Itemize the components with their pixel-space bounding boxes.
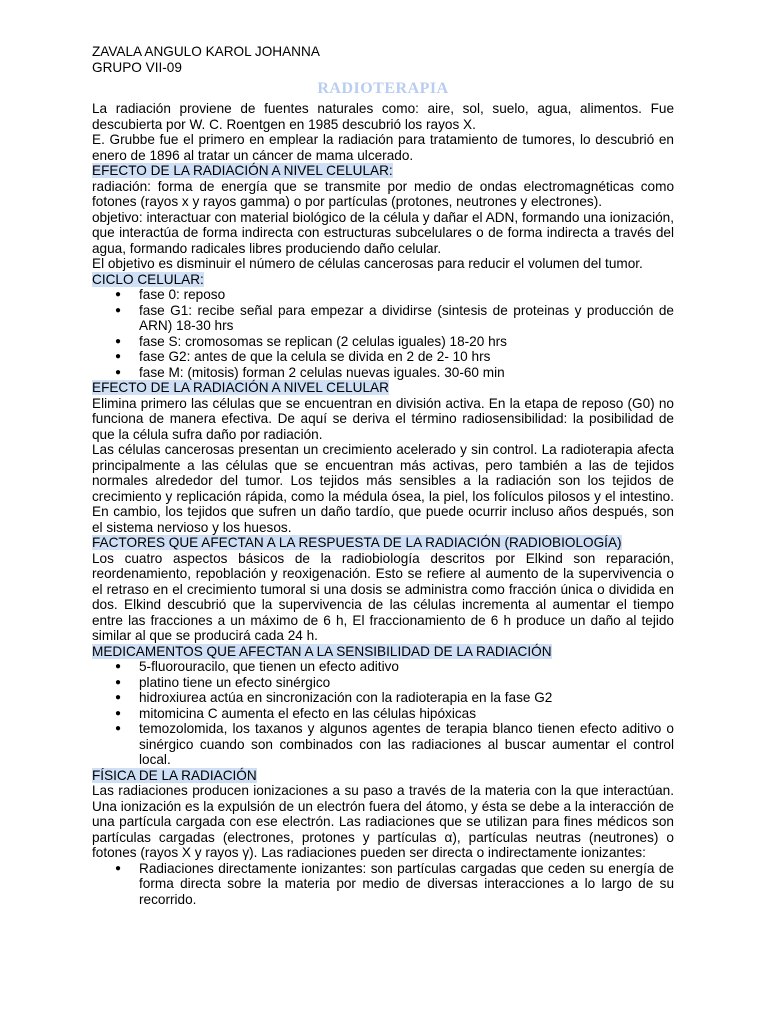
section-heading (92, 380, 674, 396)
section-heading (92, 535, 674, 551)
bullet-list (92, 287, 674, 380)
author-name: ZAVALA ANGULO KAROL JOHANNA (92, 44, 320, 59)
intro-paragraph: La radiación proviene de fuentes naturales como: aire, sol, suelo, agua, alimentos. Fue descubierta por W. C. Roentgen en 1985 descubrió los rayos X. (92, 101, 674, 132)
list-item: ● temozolomida, los taxanos y algunos agentes de terapia blanco tienen efecto aditivo o sinérgico cuando son combinados con las radiaciones al buscar aumentar el control local. (139, 721, 674, 768)
bullet-list (92, 659, 674, 768)
section-heading-text: FÍSICA DE LA RADIACIÓN (92, 767, 257, 783)
section-heading-text: MEDICAMENTOS QUE AFECTAN A LA SENSIBILIDAD DE LA RADIACIÓN (92, 643, 552, 659)
section-heading-text: FACTORES QUE AFECTAN A LA RESPUESTA DE LA RADIACIÓN (RADIOBIOLOGÍA) (92, 535, 622, 550)
list-item: ● fase G2: antes de que la celula se divida en 2 de 2- 10 hrs (139, 349, 674, 365)
section-heading-text: CICLO CELULAR: (92, 271, 204, 287)
list-item: ● fase G1: recibe señal para empezar a dividirse (sintesis de proteinas y producción de ARN) 18-30 hrs (139, 303, 674, 334)
body-paragraph: Las células cancerosas presentan un crecimiento acelerado y sin control. La radioterapia afecta principalmente a las células que se encuentran más activas, pero también a las de tejidos normales alrededor del tumor. Los tejidos más sensibles a la radiación son los tejidos de crecimiento y replicación rápida, como la médula ósea, la piel, los folículos pilosos y el intestino. En cambio, los tejidos que sufren un daño tardío, que puede ocurrir incluso años después, son el sistema nervioso y los huesos. (92, 442, 674, 535)
body-paragraph: Elimina primero las células que se encuentran en división activa. En la etapa de reposo (G0) no funciona de manera efectiva. De aquí se deriva el término radiosensibilidad: la posibilidad de que la célula sufra daño por radiación. (92, 395, 674, 442)
list-item: ● hidroxiurea actúa en sincronización con la radioterapia en la fase G2 (139, 690, 674, 706)
section-heading-text: EFECTO DE LA RADIACIÓN A NIVEL CELULAR (92, 380, 389, 395)
list-item: ● Radiaciones directamente ionizantes: son partículas cargadas que ceden su energía de forma directa sobre la materia por medio de diversas interacciones a lo largo de su recorrido. (139, 861, 674, 908)
section-heading (92, 768, 674, 784)
bullet-list (92, 861, 674, 908)
list-item: ● fase M: (mitosis) forman 2 celulas nuevas iguales. 30-60 min (139, 365, 674, 381)
list-item: ● mitomicina C aumenta el efecto en las células hipóxicas (139, 706, 674, 722)
document-page (92, 44, 674, 907)
body-paragraph: Los cuatro aspectos básicos de la radiobiología descritos por Elkind son reparación, reordenamiento, repoblación y reoxigenación. Esto se refiere al aumento de la supervivencia o el retraso en el crecimiento tumoral si una dosis se administra como fracción única o dividida en dos. Elkind descubrió que la supervivencia de las células incrementa al aumentar el tiempo entre las fracciones a un máximo de 6 h, El fraccionamiento de 6 h produce un daño al tejido similar al que se producirá cada 24 h. (92, 550, 674, 643)
section-heading (92, 272, 674, 288)
document-title: RADIOTERAPIA (317, 80, 449, 97)
intro-paragraph: E. Grubbe fue el primero en emplear la radiación para tratamiento de tumores, lo descubrió en enero de 1896 al tratar un cáncer de mama ulcerado. (92, 132, 674, 163)
group-label: GRUPO VII-09 (92, 59, 182, 75)
section-heading-text: EFECTO DE LA RADIACIÓN A NIVEL CELULAR: (92, 163, 393, 178)
body-paragraph: objetivo: interactuar con material biológico de la célula y dañar el ADN, formando una ionización, que interactúa de forma indirecta con estructuras subcelulares o de forma indirecta a través del agua, formando radicales libres produciendo daño celular. (92, 209, 674, 256)
body-paragraph: Las radiaciones producen ionizaciones a su paso a través de la materia con la que interactúan. Una ionización es la expulsión de un electrón fuera del átomo, y ésta se debe a la interacción de una partícula cargada con ese electrón. Las radiaciones que se utilizan para fines médicos son partículas cargadas (electrones, protones y partículas α), partículas neutras (neutrones) o fotones (rayos X y rayos γ). Las radiaciones pueden ser directa o indirectamente ionizantes: (92, 783, 674, 860)
list-item: ● fase 0: reposo (139, 287, 674, 303)
section-heading (92, 163, 674, 179)
list-item: ● platino tiene un efecto sinérgico (139, 675, 674, 691)
body-paragraph: El objetivo es disminuir el número de células cancerosas para reducir el volumen del tumor. (92, 256, 643, 271)
list-item: ● fase S: cromosomas se replican (2 celulas iguales) 18-20 hrs (139, 334, 674, 350)
list-item: ● 5-fluorouracilo, que tienen un efecto aditivo (139, 659, 674, 675)
body-paragraph: radiación: forma de energía que se transmite por medio de ondas electromagnéticas como fotones (rayos x y rayos gamma) o por partículas (protones, neutrones y electrones). (92, 178, 674, 209)
section-heading (92, 644, 674, 660)
